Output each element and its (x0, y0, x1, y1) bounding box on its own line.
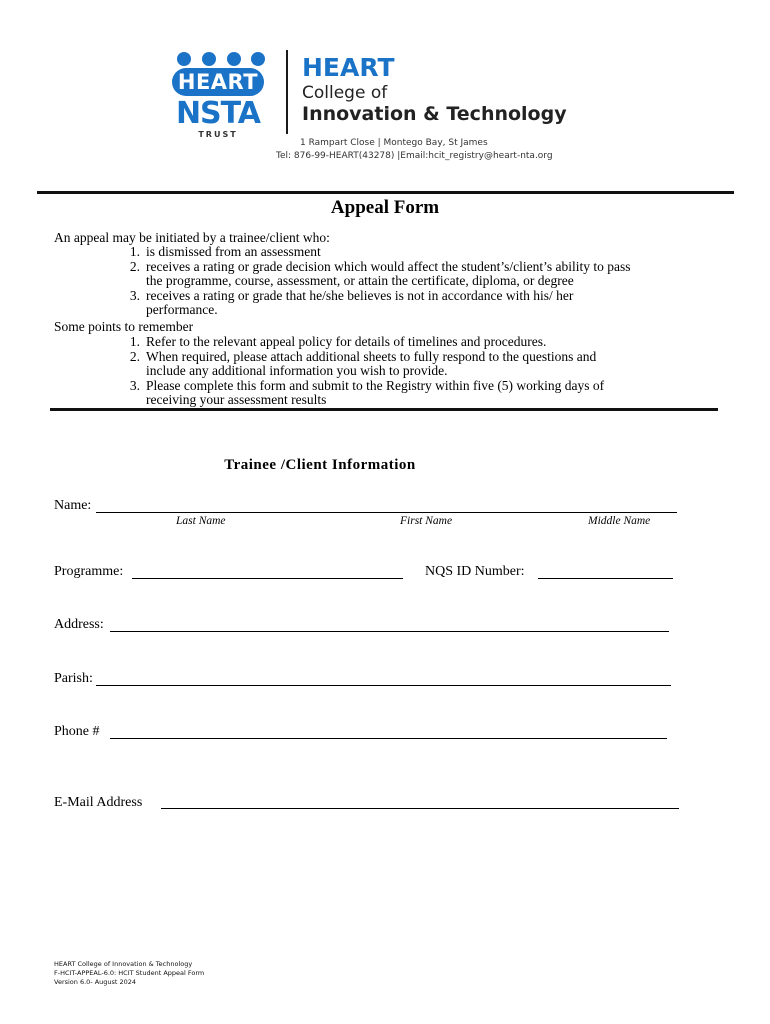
list-item: receives a rating or grade that he/she believes is not in accordance with his/ her (146, 287, 574, 303)
section-title: Trainee /Client Information (224, 457, 416, 473)
name-sub-first: First Name (400, 515, 453, 527)
list-item-cont: receiving your assessment results (146, 392, 327, 407)
list-number: 2. (129, 258, 140, 274)
list-number: 1. (129, 244, 140, 259)
footer-line-2: F-HCIT-APPEAL-6.0: HCIT Student Appeal Form (54, 969, 205, 977)
brand-line-college: College of (302, 83, 388, 103)
phone-field[interactable] (110, 738, 667, 739)
list-item: When required, please attach additional sheets to fully respond to the questions and (146, 348, 597, 364)
parish-label: Parish: (54, 671, 93, 686)
logo-divider (286, 50, 288, 134)
name-field[interactable] (96, 512, 677, 513)
email-field[interactable] (161, 808, 679, 809)
list-number: 3. (129, 287, 140, 303)
points-lead: Some points to remember (54, 319, 194, 334)
list-item: Please complete this form and submit to the Registry within five (5) working days of (146, 377, 605, 393)
address-field[interactable] (110, 631, 669, 632)
brand-line-innovation: Innovation & Technology (302, 103, 567, 125)
form-title: Appeal Form (330, 197, 440, 218)
footer-line-1: HEART College of Innovation & Technology (54, 960, 193, 968)
logo-badge-heart: HEART (172, 68, 264, 96)
name-label: Name: (54, 498, 92, 513)
email-label: E-Mail Address (54, 795, 143, 810)
logo-people-icon (177, 52, 265, 66)
header-rule (37, 191, 734, 194)
list-number: 2. (129, 348, 140, 364)
list-number: 3. (129, 377, 140, 393)
parish-field[interactable] (96, 685, 671, 686)
nqs-field[interactable] (538, 578, 673, 579)
logo-badge-trust: TRUST (198, 130, 238, 139)
programme-field[interactable] (132, 578, 403, 579)
list-item-cont: the programme, course, assessment, or attain the certificate, diploma, or degree (146, 273, 574, 288)
name-sub-last: Last Name (176, 515, 226, 527)
logo-badge-nsta: NSTA (175, 96, 261, 131)
name-sub-middle: Middle Name (588, 515, 651, 527)
list-item-cont: include any additional information you wish to provide. (146, 363, 448, 378)
list-item: Refer to the relevant appeal policy for details of timelines and procedures. (146, 334, 547, 349)
list-item: receives a rating or grade decision which would affect the student’s/client’s ability to pass (146, 258, 631, 274)
brand-name: HEART (302, 53, 395, 82)
address-label: Address: (54, 617, 104, 632)
contact-address: 1 Rampart Close | Montego Bay, St James (300, 138, 488, 148)
list-item-cont: performance. (146, 302, 218, 317)
intro-lead: An appeal may be initiated by a trainee/client who: (54, 230, 330, 245)
nqs-label: NQS ID Number: (425, 564, 525, 579)
list-item: is dismissed from an assessment (146, 244, 321, 259)
section-rule (50, 408, 718, 411)
phone-label: Phone # (54, 724, 100, 739)
footer-line-3: Version 6.0- August 2024 (54, 978, 137, 986)
contact-phone-email: Tel: 876-99-HEART(43278) |Email:hcit_registry@heart-nta.org (276, 151, 553, 161)
list-number: 1. (129, 334, 140, 349)
programme-label: Programme: (54, 564, 124, 579)
